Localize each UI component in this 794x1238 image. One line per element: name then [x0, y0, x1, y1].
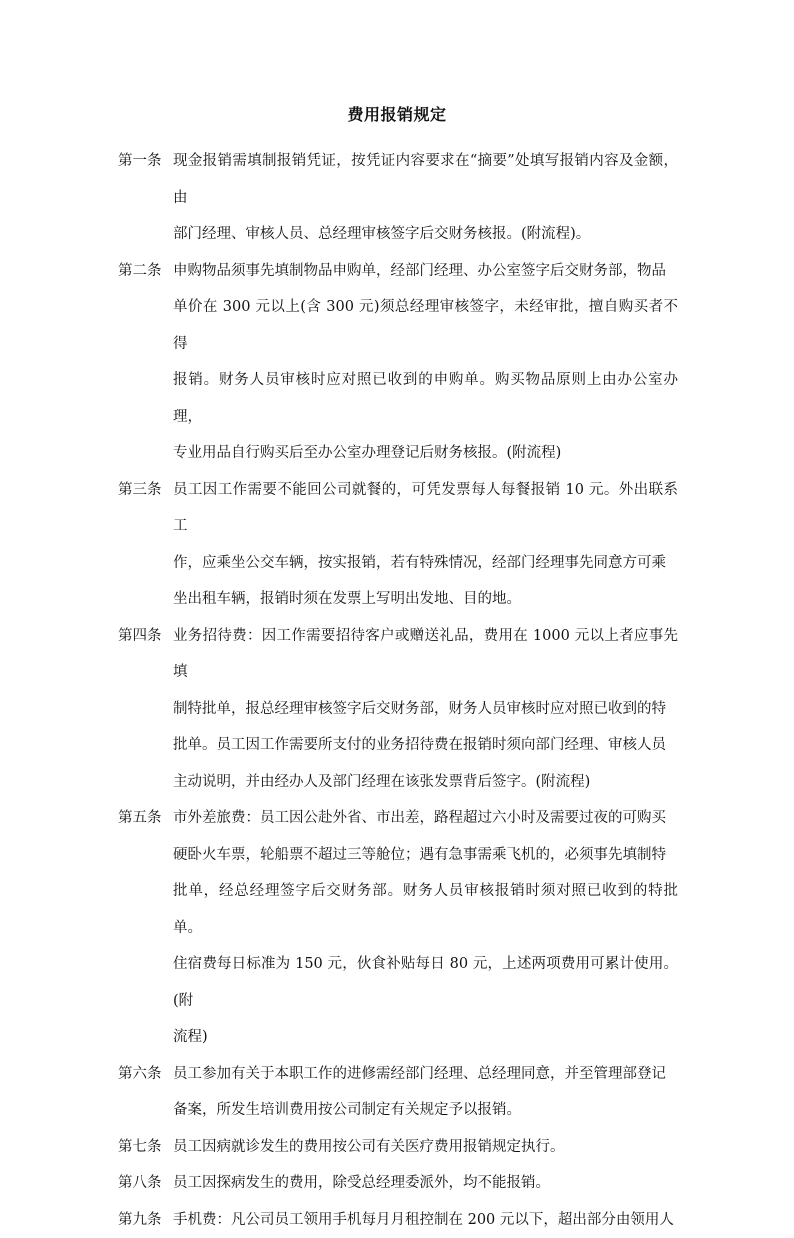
article-9 [118, 1202, 678, 1238]
article-line: 市外差旅费：员工因公赴外省、市出差，路程超过六小时及需要过夜的可购买 [173, 800, 678, 837]
article-number: 第五条 [118, 800, 173, 837]
article-number: 第一条 [118, 143, 173, 180]
article-line: 员工因工作需要不能回公司就餐的，可凭发票每人每餐报销 10 元。外出联系工 [173, 472, 678, 545]
article-number: 第七条 [118, 1129, 173, 1166]
article-1 [118, 143, 678, 253]
article-line: 员工因探病发生的费用，除受总经理委派外，均不能报销。 [173, 1165, 678, 1202]
article-body [173, 1165, 678, 1202]
article-body [173, 472, 678, 618]
article-body [173, 143, 678, 253]
article-number: 第四条 [118, 618, 173, 655]
article-line: 主动说明，并由经办人及部门经理在该张发票背后签字。(附流程) [173, 764, 678, 801]
article-8 [118, 1165, 678, 1202]
article-body [173, 253, 678, 472]
article-4 [118, 618, 678, 801]
document-title: 费用报销规定 [0, 102, 794, 125]
article-number: 第八条 [118, 1165, 173, 1202]
article-line: 手机费：凡公司员工领用手机每月月租控制在 200 元以下，超出部分由领用人 [173, 1202, 678, 1238]
article-line: 备案，所发生培训费用按公司制定有关规定予以报销。 [173, 1092, 678, 1129]
article-number: 第六条 [118, 1056, 173, 1093]
article-5 [118, 800, 678, 1056]
article-list [118, 143, 678, 1238]
article-line: 部门经理、审核人员、总经理审核签字后交财务核报。(附流程)。 [173, 216, 678, 253]
article-body [173, 1129, 678, 1166]
article-line: 作，应乘坐公交车辆，按实报销，若有特殊情况，经部门经理事先同意方可乘 [173, 545, 678, 582]
article-body [173, 1202, 678, 1238]
article-line: 住宿费每日标准为 150 元，伙食补贴每日 80 元，上述两项费用可累计使用。(附 [173, 946, 678, 1019]
article-line: 单价在 300 元以上(含 300 元)须总经理审核签字，未经审批，擅自购买者不得 [173, 289, 678, 362]
article-line: 流程) [173, 1019, 678, 1056]
article-3 [118, 472, 678, 618]
article-line: 员工因病就诊发生的费用按公司有关医疗费用报销规定执行。 [173, 1129, 678, 1166]
article-line: 批单，经总经理签字后交财务部。财务人员审核报销时须对照已收到的特批单。 [173, 873, 678, 946]
article-number: 第九条 [118, 1202, 173, 1238]
article-2 [118, 253, 678, 472]
article-line: 现金报销需填制报销凭证，按凭证内容要求在“摘要”处填写报销内容及金额，由 [173, 143, 678, 216]
article-line: 批单。员工因工作需要所支付的业务招待费在报销时须向部门经理、审核人员 [173, 727, 678, 764]
article-line: 专业用品自行购买后至办公室办理登记后财务核报。(附流程) [173, 435, 678, 472]
article-number: 第三条 [118, 472, 173, 509]
article-body [173, 1056, 678, 1129]
article-line: 硬卧火车票，轮船票不超过三等舱位；遇有急事需乘飞机的，必须事先填制特 [173, 837, 678, 874]
article-line: 申购物品须事先填制物品申购单，经部门经理、办公室签字后交财务部，物品 [173, 253, 678, 290]
article-line: 员工参加有关于本职工作的进修需经部门经理、总经理同意，并至管理部登记 [173, 1056, 678, 1093]
article-line: 业务招待费：因工作需要招待客户或赠送礼品，费用在 1000 元以上者应事先填 [173, 618, 678, 691]
article-body [173, 800, 678, 1056]
article-6 [118, 1056, 678, 1129]
article-line: 报销。财务人员审核时应对照已收到的申购单。购买物品原则上由办公室办理， [173, 362, 678, 435]
article-body [173, 618, 678, 801]
article-7 [118, 1129, 678, 1166]
article-line: 坐出租车辆，报销时须在发票上写明出发地、目的地。 [173, 581, 678, 618]
article-line: 制特批单，报总经理审核签字后交财务部，财务人员审核时应对照已收到的特 [173, 691, 678, 728]
article-number: 第二条 [118, 253, 173, 290]
